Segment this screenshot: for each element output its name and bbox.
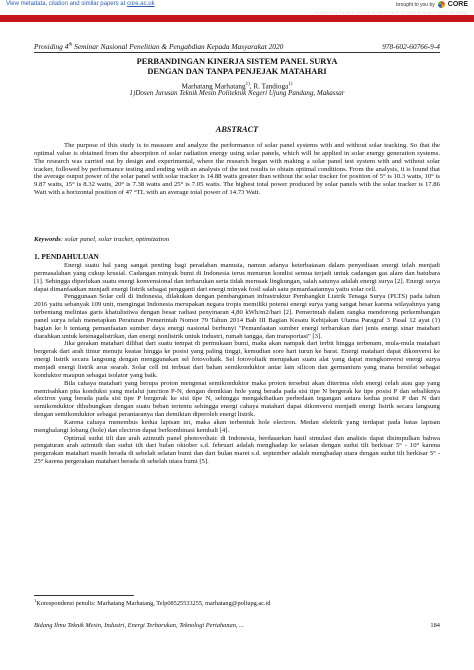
paper-title [34,57,440,77]
footnote-rule [34,595,134,596]
section-heading: 1. PENDAHULUAN [34,252,99,261]
paragraph: Bila cahaya matahari yang berupa proton mengenai semikonduktor maka proton tersebut akan diterima oleh energi celah atau gap yang memisahkan pita konduksi yang melalui junction P-N, dengan demikian hole yang berada pada sisi tipe N bergerak ke tipe posisi P dan sebaliknya electron yang berada pada sisi tipe P bergerak ke sisi tipe N, sehingga mengakibatkan perbedaan tegangan antara kedua posisi P dan N dari semikonduktor dihubungkan dengan suatu beban tertentu sehingga energi cahaya matahari dapat dikonversi menjadi energi listrik secara langsung dengan semikonduktor sebagai perantaranya dan demikian diperoleh energi listrik. [34,379,440,419]
paragraph: Karena cahaya menembus kedua lapisan ini, maka akan terbentuk hole electron. Medan elektrik yang terdapat pada batas lapisan menghalangi lobang (hole) dan electron dapat berkombinasi kembali [4]. [34,418,440,434]
footer-field: Bidang Ilmu Teknik Mesin, Industri, Energi Terbarukan, Teknologi Pertahanan, ... [34,622,244,629]
core-logo: CORE [447,1,468,8]
core-brought-by: brought to you by [396,1,435,8]
affiliation: 1)Dosen Jurusan Teknik Mesin Politeknik Negeri Ujung Pandang, Makassar [129,89,345,97]
page-number: 184 [430,622,440,629]
footnote: $^1$Korespondensi penulis: Marhatang Marhatang, Telp08525533255, marhatang@poliupg.ac.id [34,598,271,608]
core-top-bar [0,0,474,22]
core-link-text: View metadata, citation and similar papers at [6,1,127,7]
core-provided-by[interactable]: provided by Portal E-Journal System PNUP (Politeknik Negeri Ujung Pandang) [314,10,468,15]
core-link-domain[interactable]: core.ac.uk [126,1,155,7]
core-logo-icon [438,1,445,8]
keywords: Keywords: solar panel, solar tracker, optimization [34,236,170,243]
title-line-1: PERBANDINGAN KINERJA SISTEM PANEL SURYA [136,57,338,66]
core-metadata-link[interactable] [6,1,155,7]
authors: Marhatang Marhatang$^{1)}$, R. Tandioga$^{1)}$ [181,82,293,91]
core-brand[interactable] [396,1,468,8]
page-footer [34,622,440,629]
paragraph: Jika gerakan matahari dilihat dari suatu tempat di permukaan bumi, maka akan nampak dari terbit hingga terbenam, mula-mula matahari bergerak dari arah timur menuju keatas hingga ke posisi yang paling tinggi, kemudian sore hari turun ke barat. Energi matahari dapat dikonversi ke energi listrik secara langsung dengan menggunakan sel fotovoltaik. Sel fotovoltaik merupakan suatu alat yang dapat mengkonversi energi surya menjadi energi listrik arus searah. Solar cell ini terbuat dari bahan semikonduktor antar lain silicon dan germanium yang mana bersifat sebagai konduktor maupun sebagai isolator yang baik. [34,340,440,379]
header-rule [34,52,440,53]
running-header [34,42,440,51]
paragraph: Penggunaan Solar cell di Indonesia, dilakukan dengan pembangunan infrastruktur Pembangkit Listrik Tenaga Surya (PLTS) pada tahun 2016 yaitu sebanyak 109 unit, mengingat Indonesia merupakan negara tropis memiliki potensi energi surya yang sangat besar karena wilayahnya yang terbentang melintas garis khatulistiwa dengan besar radiasi penyinaran 4,80 kWh/m2/hari [2]. Pemerintah dalam rangka mendorong perkembangan panel surya telah menetapkan Peraturan Pemerintah Nomor 79 Tahun 2014 Bab III Bagian Kesatu Kebijakan Utama Paragraf 3 Pasal 12 ayat (1) bagian ke b tentang pemanfaatan sumber daya energi nasional berbunyi "Pemanfaatan sumber energi terbarukan dari jenis energi sinar matahari diarahkan untuk ketenagalistrikan, dan energi nonlistrik untuk industri, rumah tangga, dan transportasi" [3]. [34,293,440,340]
abstract-heading: ABSTRACT [215,125,259,134]
core-provider-bar [0,15,474,22]
isbn: 978-602-60766-9-4 [382,42,440,51]
title-line-2: DENGAN DAN TANPA PENJEJAK MATAHARI [147,67,327,76]
body-text [34,262,440,466]
abstract-text: The purpose of this study is to measure and analyze the performance of solar panel systems with and without solar tracking. So that the optimal value is obtained from the absorption of solar radiation energy using solar panels, which will be applied in solar energy generation systems. The research was carried out by design and experimental, where the research began with making a solar panel test system with and without solar tracker, followed by performance testing and ending with an analysis of the test results to obtain optimal conditions. From the analysis, it is found that the average output power of the solar panel with solar tracker is 14.88 watts greater than without the solar tracker for position of 5° is 10.3 watts, 10° is 9.87 watts, 15° is 8.32 watts, 20° is 7.38 watts and 25° is 7.05 watts. The highest total power produced by solar panels with the solar tracker is 17.86 Watt with a horizontal position of 47 °TL with an average total power of 14.73 Watt. [34,142,440,197]
paragraph: Optimal sudut tilt dan arah azimuth panel photovoltaic di Indonesia, berdasarkan hasil simulasi dan analisis dapat disimpulkan bahwa pengaturan arah azimuth dan sudut tilt dari bulan oktober s.d. februari adalah menghadap ke selatan dengan sudut tilt berkisar 5° - 10° karena pergerakan matahari masih berada di sebelah selatan bumi dan dari bulan maret s.d. september adalah menghadap utara dengan sudut tilt berkisar 5° - 25° karena pergerakan matahari berada di sebelah utara bumi [5]. [34,434,440,466]
proceedings-title: Prosiding 4th Seminar Nasional Penelitian & Pengabdian Kepada Masyarakat 2020 [34,42,284,51]
paragraph: Energi suatu hal yang sangat penting bagi peradaban manusia, namun adanya keterbatasan dalam penyediaan energi telah menjadi permasalahan yang cukup krusial. Cadangan minyak bumi di Indonesia terus menurun kondisi semua terjadi untuk cadangan gas alam dan batubara [1]. Sehingga diperlukan suatu energi konvensional dan terbarukan serta tidak merusak lingkungan, salah satunya adalah energi surya [2]. Energi surya dapat dimanfaatkan menjadi energi listrik sebagai pengganti dari energi minyak fosil salah satu pemanfaatannya yaitu solar cell. [34,262,440,293]
